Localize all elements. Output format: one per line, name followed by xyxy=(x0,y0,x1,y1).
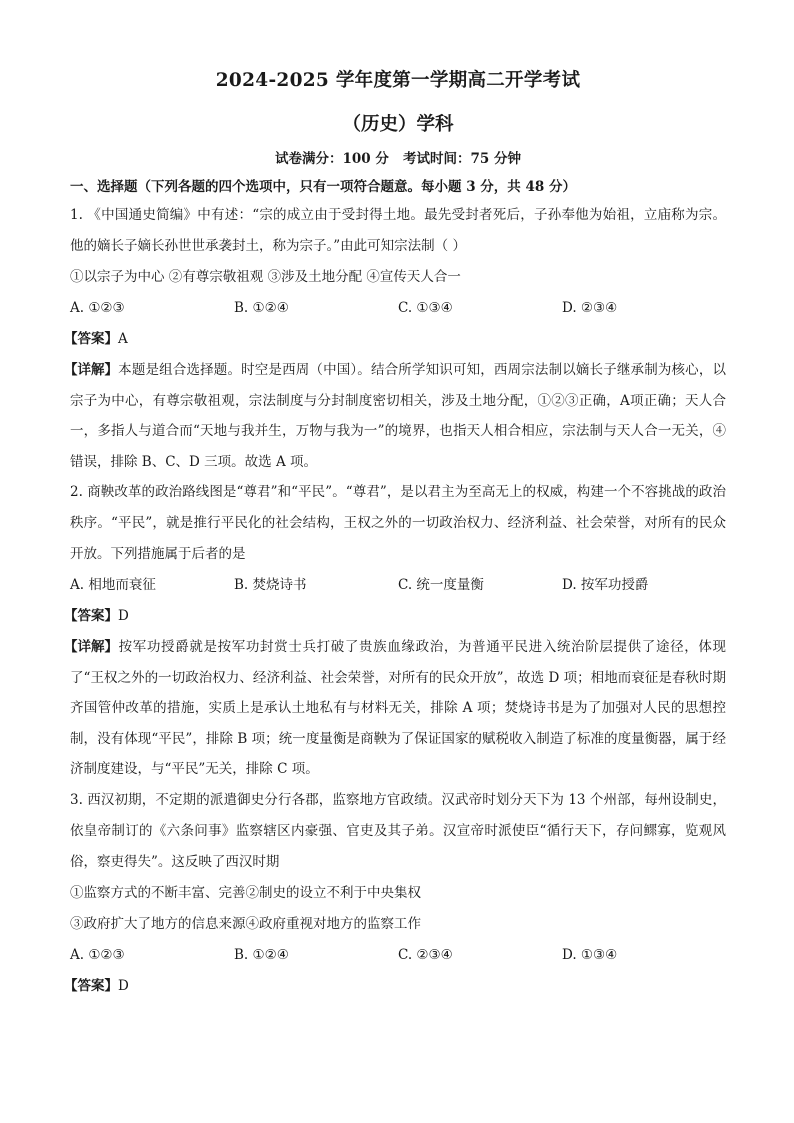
question-stem: 2. 商鞅改革的政治路线图是“尊君”和“平民”。“尊君”，是以君主为至高无上的权威，构建一个不容挑战的政治秩序。“平民”，就是推行平民化的社会结构，王权之外的一切政治权力、经济利益、社会荣誉，对所有的民众开放。下列措施属于后者的是 xyxy=(70,484,726,562)
exam-meta: 试卷满分：100 分 考试时间：75 分钟 xyxy=(275,151,521,167)
section-heading: 一、选择题（下列各题的四个选项中，只有一项符合题意。每小题 3 分，共 48 分） xyxy=(70,179,576,195)
option-d: D. 按军功授爵 xyxy=(562,577,649,593)
option-c: C. 统一度量衡 xyxy=(398,577,484,593)
answer-tag: 【答案】 xyxy=(64,608,118,624)
option-b: B. ①②④ xyxy=(234,300,289,316)
question-statements: ①以宗子为中心 ②有尊宗敬祖观 ③涉及土地分配 ④宣传天人合一 xyxy=(70,269,461,285)
detail-text: 本题是组合选择题。时空是西周（中国）。结合所学知识可知，西周宗法制以嫡长子继承制为核心，以宗子为中心，有尊宗敬祖观，宗法制度与分封制度密切相关，涉及土地分配，①②③正确，A项正确；天人合一，多指人与道合而“天地与我并生，万物与我为一”的境界，也指天人相合相应，宗法制与天人合一无关，④错误，排除 B、C、D 三项。故选 A 项。 xyxy=(70,362,726,470)
detail-paragraph xyxy=(64,632,726,785)
question-stem: 1. 《中国通史简编》中有述：“宗的成立由于受封得土地。最先受封者死后，子孙奉他为始祖，立庙称为宗。他的嫡长子嫡长孙世世承袭封土，称为宗子。”由此可知宗法制（ ） xyxy=(70,207,726,254)
question-stem: 3. 西汉初期，不定期的派遣御史分行各郡，监察地方官政绩。汉武帝时划分天下为 13 个州部，每州设制史，依皇帝制订的《六条问事》监察辖区内豪强、官吏及其子弟。汉宣帝时派使臣“循行天下，存问鳏寡，览观风俗，察吏得失”。这反映了西汉时期 xyxy=(70,791,726,870)
question-statements: ③政府扩大了地方的信息来源④政府重视对地方的监察工作 xyxy=(70,915,421,932)
answer-tag: 【答案】 xyxy=(64,331,118,347)
exam-page xyxy=(64,66,726,1002)
option-a: A. ①②③ xyxy=(70,300,125,316)
option-d: D. ①③④ xyxy=(562,946,618,963)
answer-value: D xyxy=(118,977,129,994)
answer-line xyxy=(64,324,726,355)
question-2 xyxy=(64,477,726,785)
option-c: C. ①③④ xyxy=(398,300,453,316)
question-1 xyxy=(64,200,726,477)
answer-tag: 【答案】 xyxy=(64,977,118,994)
detail-text: 按军功授爵就是按军功封赏士兵打破了贵族血缘政治，为普通平民进入统治阶层提供了途径，体现了“王权之外的一切政治权力、经济利益、社会荣誉，对所有的民众开放”，故选 D 项；相地而衰征是春秋时期齐国管仲改革的措施，实质上是承认土地私有与材料无关，排除 A 项；焚烧诗书是为了加强对人民的思想控制，没有体现“平民”，排除 B 项；统一度量衡是商鞅为了保证国家的赋税收入制造了标准的度量衡器，属于经济制度建设，与“平民”无关，排除 C 项。 xyxy=(70,639,726,777)
question-statements: ①监察方式的不断丰富、完善②制史的设立不利于中央集权 xyxy=(70,884,421,901)
detail-tag: 【详解】 xyxy=(64,362,118,378)
option-a: A. 相地而衰征 xyxy=(70,577,156,593)
question-3 xyxy=(64,785,726,1002)
answer-value: D xyxy=(118,608,129,624)
option-c: C. ②③④ xyxy=(398,946,453,963)
option-b: B. ①②④ xyxy=(234,946,289,963)
exam-subject: （历史）学科 xyxy=(342,114,454,135)
answer-options xyxy=(70,940,726,971)
option-a: A. ①②③ xyxy=(70,946,125,963)
option-b: B. 焚烧诗书 xyxy=(234,577,307,593)
answer-options xyxy=(70,570,726,601)
option-d: D. ②③④ xyxy=(562,300,618,316)
answer-line xyxy=(64,601,726,632)
detail-paragraph xyxy=(64,355,726,477)
answer-value: A xyxy=(118,331,128,347)
detail-tag: 【详解】 xyxy=(64,639,118,655)
exam-title: 2024-2025 学年度第一学期高二开学考试 xyxy=(215,70,581,91)
answer-line xyxy=(64,971,726,1002)
answer-options xyxy=(70,293,726,324)
